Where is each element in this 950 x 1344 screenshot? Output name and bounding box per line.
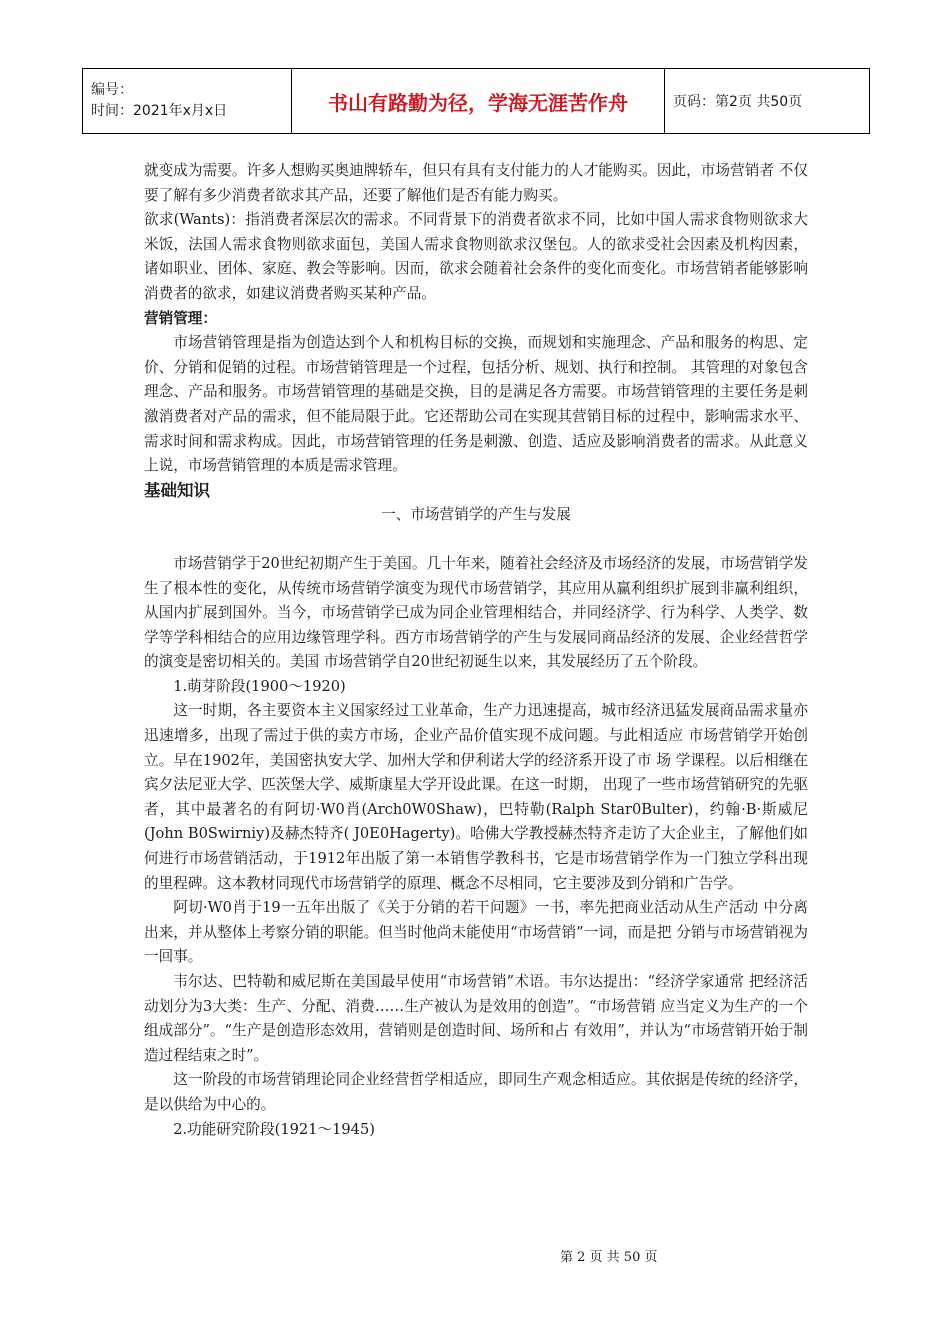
document-body — [144, 159, 808, 1142]
paragraph-stage-1-summary: 这一阶段的市场营销理论同企业经营哲学相适应，即同生产观念相适应。其依据是传统的经济学，是以供给为中心的。 — [144, 1071, 808, 1113]
paragraph-origin: 市场营销学于20世纪初期产生于美国。几十年来，随着社会经济及市场经济的发展，市场营销学发生了根本性的变化，从传统市场营销学演变为现代市场营销学，其应用从赢利组织扩展到非赢利组织，从国内扩展到国外。当今，市场营销学已成为同企业管理相结合，并同经济学、行为科学、人类学、数学等学科相结合的应用边缘管理学科。西方市场营销学的产生与发展同商品经济的发展、企业经营哲学的演变是密切相关的。美国 市场营销学自20世纪初诞生以来，其发展经历了五个阶段。 — [144, 554, 808, 671]
paragraph-marketing-management: 市场营销管理是指为创造达到个人和机构目标的交换，而规划和实施理念、产品和服务的构思、定价、分销和促销的过程。市场营销管理是一个过程，包括分析、规划、执行和控制。 其管理的对象包含理念、产品和服务。市场营销管理的基础是交换，目的是满足各方需要。市场营销管理的主要任务是刺激消费者对产品的需求，但不能局限于此。它还帮助公司在实现其营销目标的过程中，影响需求水平、需求时间和需求构成。因此，市场营销管理的任务是刺激、创造、适应及影响消费者的需求。从此意义上说，市场营销管理的本质是需求管理。 — [144, 334, 808, 475]
header-motto: 书山有路勤为径，学海无涯苦作舟 — [292, 69, 665, 134]
spacer — [144, 527, 808, 552]
heading-marketing-management: 营销管理： — [144, 309, 217, 327]
heading-basic-knowledge: 基础知识 — [144, 480, 210, 500]
section-title: 一、市场营销学的产生与发展 — [381, 505, 571, 523]
paragraph-stage-1: 这一时期，各主要资本主义国家经过工业革命，生产力迅速提高，城市经济迅猛发展商品需求量亦迅速增多，出现了需过于供的卖方市场，企业产品价值实现不成问题。与此相适应 市场营销学开始创立。早在1902年，美国密执安大学、加州大学和伊利诺大学的经济系开设了市 场 学课程。以后相继在宾夕法尼亚大学、匹茨堡大学、威斯康星大学开设此课。在这一时期， 出现了一些市场营销研究的先驱者，其中最著名的有阿切·W0肖(Arch0W0Shaw)，巴特勒(Ralph Star0Bulter)，约翰·B·斯威尼(John B0Swirniy)及赫杰特齐( J0E0Hagerty)。哈佛大学教授赫杰特齐走访了大企业主，了解他们如何进行市场营销活动，于1912年出版了第一本销售学教科书，它是市场营销学作为一门独立学科出现的里程碑。这本教材同现代市场营销学的原理、概念不尽相同，它主要涉及到分销和广告学。 — [144, 702, 808, 892]
time-label: 时间：2021年x月x日 — [91, 103, 228, 119]
stage-2-heading: 2.功能研究阶段(1921～1945) — [173, 1120, 375, 1138]
paragraph-shaw: 阿切·W0肖于19一五年出版了《关于分销的若干问题》一书，率先把商业活动从生产活动 中分离出来，并从整体上考察分销的职能。但当时他尚未能使用“市场营销”一词，而是把 分销与市场营销视为一回事。 — [144, 899, 808, 966]
header-left-cell — [83, 69, 292, 134]
header-table — [82, 68, 870, 134]
page-footer: 第 2 页 共 50 页 — [560, 1250, 658, 1265]
header-page-info: 页码：第2页 共50页 — [665, 69, 870, 134]
paragraph-need-continuation: 就变成为需要。许多人想购买奥迪牌轿车，但只有具有支付能力的人才能购买。因此，市场营销者 不仅要了解有多少消费者欲求其产品，还要了解他们是否有能力购买。 — [144, 162, 808, 204]
stage-1-heading: 1.萌芽阶段(1900～1920) — [173, 677, 346, 695]
paragraph-weld: 韦尔达、巴特勒和威尼斯在美国最早使用“市场营销”术语。韦尔达提出：“经济学家通常 把经济活动划分为3大类：生产、分配、消费……生产被认为是效用的创造”。“市场营销 应当定义为生产的一个组成部分”。“生产是创造形态效用，营销则是创造时间、场所和占 有效用”，并认为“市场营销开始于制造过程结束之时”。 — [144, 973, 808, 1064]
paragraph-wants: 欲求(Wants)：指消费者深层次的需求。不同背景下的消费者欲求不同，比如中国人需求食物则欲求大米饭，法国人需求食物则欲求面包，美国人需求食物则欲求汉堡包。人的欲求受社会因素及机构因素，诸如职业、团体、家庭、教会等影响。因而，欲求会随着社会条件的变化而变化。市场营销者能够影响消费者的欲求，如建议消费者购买某种产品。 — [144, 211, 808, 302]
serial-label: 编号： — [91, 82, 133, 98]
